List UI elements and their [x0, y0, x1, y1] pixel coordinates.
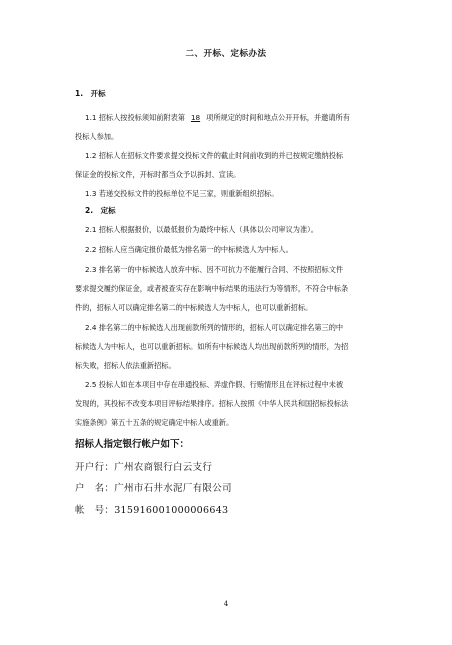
paragraph-1-3: 1.3 若递交投标文件的投标单位不足三家，则重新组织招标。: [85, 189, 279, 198]
paragraph-2-4-line3: 标失败，招标人依法重新招标。: [75, 361, 176, 370]
bank-opening-branch: 开户行：广州农商银行白云支行: [75, 462, 213, 473]
paragraph-1-1-line1: [85, 108, 405, 127]
paragraph-2-3-line3: 件的，招标人可以确定排名第二的中标候选人为中标人，也可以重新招标。: [75, 303, 313, 312]
paragraph-2-1: 2.1 招标人根据报价，以最低报价为最终中标人（具体以公司审议为准）。: [85, 225, 318, 234]
bank-account-number: 帐 号：315916001000006643: [75, 505, 229, 516]
paragraph-2-5-line3: 实施条例》第五十五条的规定确定中标人或重新。: [75, 418, 234, 427]
page-number: 4: [223, 600, 229, 608]
bank-account-name: 户 名：广州市石井水泥厂有限公司: [75, 483, 232, 494]
paragraph-1-2-line2: 保证金的投标文件，开标时都当众予以拆封、宣读。: [75, 170, 241, 179]
paragraph-2-4-line1: 2.4 排名第二的中标候选人出现前款所列的情形的，招标人可以确定排名第三的中: [85, 323, 344, 332]
bank-account-heading: 招标人指定银行帐户如下：: [75, 439, 190, 450]
paragraph-2-5-line1: 2.5 投标人如在本项目中存在串通投标、弄虚作假、行贿情形且在评标过程中未被: [85, 380, 344, 389]
section-title: 二、开标、定标办法: [185, 49, 267, 59]
p1-1-item-number: 18: [190, 113, 201, 122]
paragraph-1-2-line1: 1.2 招标人在招标文件要求提交投标文件的截止时间前收到的并已按规定缴纳投标: [85, 151, 344, 160]
heading-award: 2. 定标: [85, 206, 116, 215]
heading-opening: 1. 开标: [75, 89, 106, 98]
paragraph-1-1-line2: 投标人参加。: [75, 132, 119, 141]
paragraph-2-2: 2.2 招标人应当确定报价最低为排名第一的中标候选人为中标人。: [85, 245, 293, 254]
p1-1-text-a: 1.1 招标人按投标须知前附表第: [85, 113, 185, 122]
p1-1-text-b: 项所规定的时间和地点公开开标，并邀请所有: [206, 113, 350, 122]
paragraph-2-4-line2: 标候选人为中标人，也可以重新招标。如所有中标候选人均出现前款所列的情形，为招: [75, 342, 349, 351]
paragraph-2-3-line1: 2.3 排名第一的中标候选人放弃中标、因不可抗力不能履行合同、不按照招标文件: [85, 265, 344, 274]
paragraph-2-3-line2: 要求提交履约保证金，或者被查实存在影响中标结果的违法行为等情形，不符合中标条: [75, 284, 349, 293]
paragraph-2-5-line2: 发现的，其投标不改变本项目评标结果排序。招标人按照《中华人民共和国招标投标法: [75, 399, 349, 408]
